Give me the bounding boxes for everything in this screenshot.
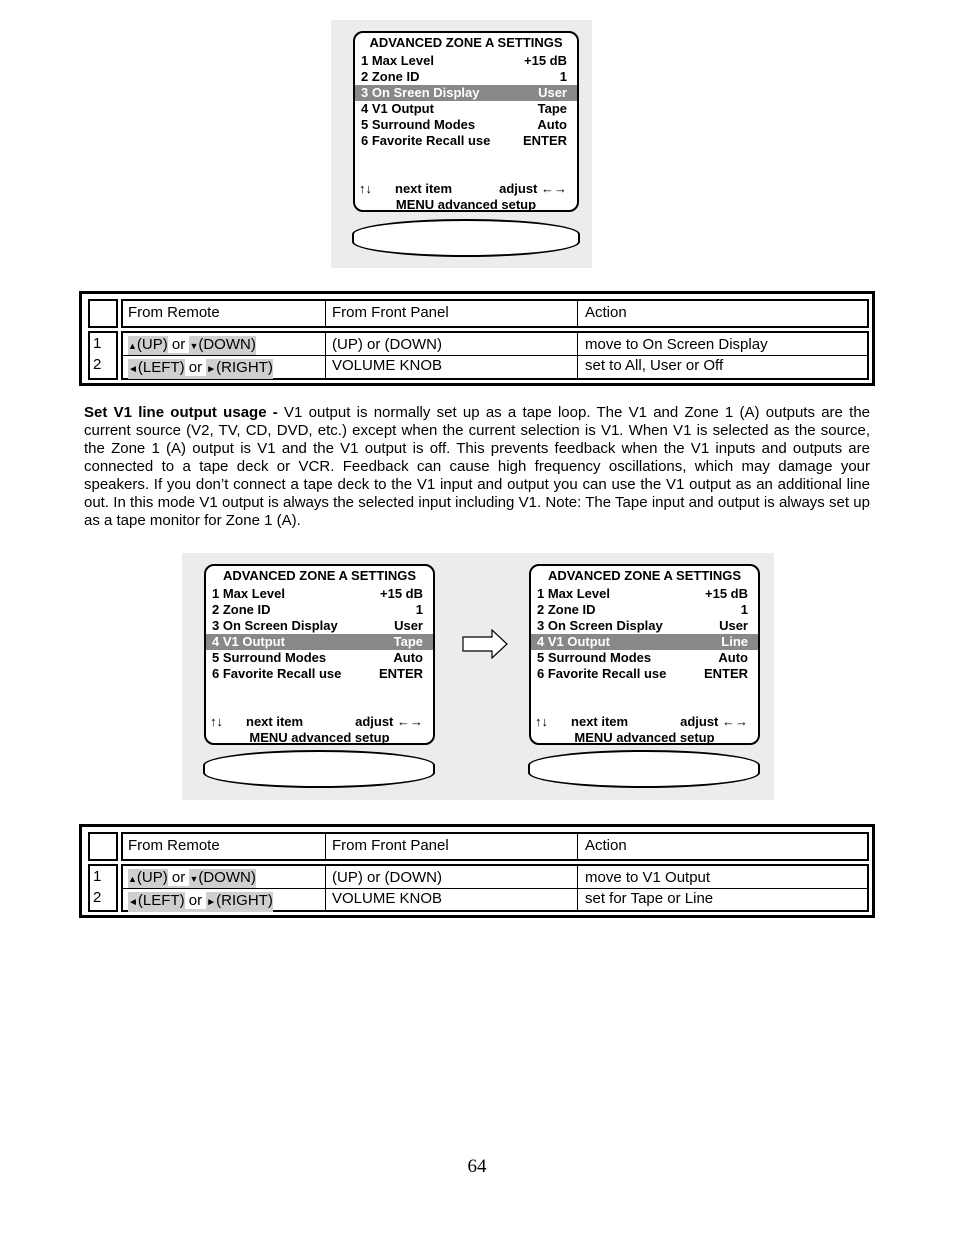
remote-up-down: ▲(UP) or ▼(DOWN) [128, 869, 256, 886]
osd-screen: ADVANCED ZONE A SETTINGS 1 Max Level +15 dB 2 Zone ID 1 3 On Sreen Display User 4 V1 Output Tape 5 Surround Modes Auto 6 Favorite Recall use ENTER ↑↓ next item adjust ←→ MENU advanced setup [353, 31, 579, 212]
left-arrow-icon: ◄ [128, 364, 138, 375]
header-row [121, 832, 869, 861]
header-row [121, 299, 869, 328]
up-down-arrows-icon: ↑↓ [535, 714, 548, 729]
down-arrow-icon: ▼ [189, 874, 199, 884]
osd-row-on-screen-display: 3 On Sreen Display User [355, 85, 577, 101]
right-arrow-icon: ► [206, 364, 217, 375]
header-from-front-panel: From Front Panel [332, 304, 449, 321]
up-arrow-icon: ▲ [128, 341, 137, 351]
header-from-remote: From Remote [128, 304, 220, 321]
row-num-cell: 1 2 [88, 864, 118, 912]
header-num-cell [88, 299, 118, 328]
osd-title: ADVANCED ZONE A SETTINGS [369, 35, 563, 50]
osd-row-v1-output: 4 V1 Output Tape [206, 634, 433, 650]
up-down-arrows-icon: ↑↓ [359, 181, 372, 196]
osd-footer-menu: MENU advanced setup [395, 197, 537, 212]
right-arrow-icon: ► [206, 897, 217, 908]
header-from-front-panel: From Front Panel [332, 837, 449, 854]
header-from-remote: From Remote [128, 837, 220, 854]
body-paragraph [84, 404, 870, 530]
osd-row-favorite-recall: 6 Favorite Recall use ENTER [361, 133, 567, 148]
remote-display-pill [528, 750, 760, 788]
instruction-table-1 [79, 291, 875, 386]
down-arrow-icon: ▼ [189, 341, 199, 351]
up-down-arrows-icon: ↑↓ [210, 714, 223, 729]
osd-row-v1-output: 4 V1 Output Tape [361, 101, 567, 116]
osd-row-max-level: 1 Max Level +15 dB [361, 53, 567, 68]
up-arrow-icon: ▲ [128, 874, 137, 884]
header-num-cell [88, 832, 118, 861]
osd-row-zone-id: 2 Zone ID 1 [361, 69, 567, 84]
remote-left-right: ◄(LEFT) or ►(RIGHT) [128, 892, 273, 912]
osd-panel-comparison [182, 553, 774, 800]
header-action: Action [585, 837, 627, 854]
osd-screen-before: ADVANCED ZONE A SETTINGS 1 Max Level +15 dB 2 Zone ID 1 3 On Screen Display User 4 V1 Output Tape 5 Surround Modes Auto 6 Favorite Recall use ENTER ↑↓ next item adjust ←→ MENU advanced setup [204, 564, 435, 745]
left-arrow-icon: ◄ [128, 897, 138, 908]
osd-row-surround-modes: 5 Surround Modes Auto [361, 117, 567, 132]
osd-screen-after: ADVANCED ZONE A SETTINGS 1 Max Level +15 dB 2 Zone ID 1 3 On Screen Display User 4 V1 Output Line 5 Surround Modes Auto 6 Favorite Recall use ENTER ↑↓ next item adjust ←→ MENU advanced setup [529, 564, 760, 745]
remote-left-right: ◄(LEFT) or ►(RIGHT) [128, 359, 273, 379]
osd-row-v1-output: 4 V1 Output Line [531, 634, 758, 650]
remote-display-pill [352, 219, 580, 257]
body-cell: ▲(UP) or ▼(DOWN) (UP) or (DOWN) move to V1 Output ◄(LEFT) or ►(RIGHT) VOLUME KNOB set for Tape or Line [121, 864, 869, 912]
page-number: 64 [467, 1156, 487, 1177]
body-cell: ▲(UP) or ▼(DOWN) (UP) or (DOWN) move to On Screen Display ◄(LEFT) or ►(RIGHT) VOLUME KNOB set to All, User or Off [121, 331, 869, 380]
header-action: Action [585, 304, 627, 321]
paragraph-heading: Set V1 line output usage - [84, 404, 278, 421]
osd-panel-top [331, 20, 592, 268]
instruction-table-2 [79, 824, 875, 918]
row-num-cell: 1 2 [88, 331, 118, 380]
remote-display-pill [203, 750, 435, 788]
paragraph-body: V1 output is normally set up as a tape loop. The V1 and Zone 1 (A) outputs are the current source (V2, TV, CD, DVD, etc.) except when the current selection is V1. When V1 is selected as the source, the Zone 1 (A) output is V1 and the V1 output is off. This prevents feedback when the V1 inputs and outputs are connected to a tape deck or VCR. Feedback can cause high frequency oscillations, which may damage your speakers. If you don’t connect a tape deck to the V1 input and output you can use the V1 output as an additional line out. In this mode V1 output is always the selected input including V1. Note: The Tape input and output is always set up as a tape monitor for Zone 1 (A). [84, 404, 871, 529]
remote-up-down: ▲(UP) or ▼(DOWN) [128, 336, 256, 353]
right-arrow-icon [462, 629, 508, 659]
